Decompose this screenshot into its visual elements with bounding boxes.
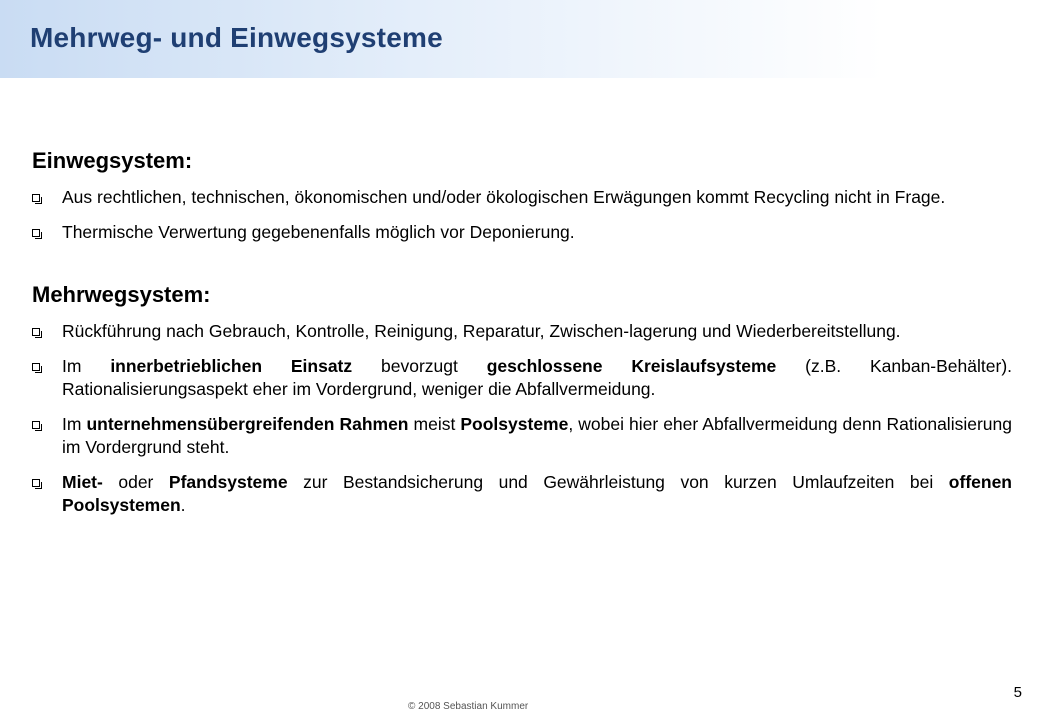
- mehrweg-heading: Mehrwegsystem:: [32, 282, 211, 307]
- checkbox-bullet-icon: [32, 479, 40, 487]
- list-item: [32, 471, 1012, 517]
- einweg-list: [32, 186, 1012, 244]
- checkbox-bullet-icon: [32, 194, 40, 202]
- list-item: [32, 221, 1012, 244]
- einweg-heading: Einwegsystem:: [32, 148, 193, 173]
- checkbox-bullet-icon: [32, 363, 40, 371]
- text-run: Im: [62, 356, 111, 376]
- list-item: [32, 413, 1012, 459]
- checkbox-bullet-icon: [32, 229, 40, 237]
- page-number: 5: [1013, 684, 1022, 701]
- list-item: [32, 355, 1012, 401]
- text-run: zur Bestandsicherung und Gewährleistung von kurzen Umlaufzeiten bei: [287, 472, 949, 492]
- slide-content: [32, 148, 1012, 529]
- text-run: meist: [408, 414, 461, 434]
- mehrweg-list: [32, 320, 1012, 517]
- text-run: (z.B. Kanban-Behälter). Rationalisierungsaspekt eher im Vordergrund, weniger die Abfallvermeidung.: [62, 356, 1013, 399]
- list-item-text: Rückführung nach Gebrauch, Kontrolle, Reinigung, Reparatur, Zwischen-lagerung und Wiederbereitstellung.: [62, 321, 901, 341]
- text-run: Im: [62, 414, 87, 434]
- bold-text-run: offenen Poolsystemen: [62, 472, 1012, 515]
- text-run: oder: [102, 472, 169, 492]
- checkbox-bullet-icon: [32, 328, 40, 336]
- bold-text-run: Miet-: [62, 472, 103, 492]
- text-run: bevorzugt: [352, 356, 487, 376]
- text-run: , wobei hier eher Abfallvermeidung denn Rationalisierung im Vordergrund steht.: [62, 414, 1012, 457]
- bold-text-run: Pfandsysteme: [168, 472, 288, 492]
- bold-text-run: Poolsysteme: [460, 414, 569, 434]
- bold-text-run: innerbetrieblichen Einsatz: [110, 356, 353, 376]
- list-item: [32, 186, 1012, 209]
- slide-title: Mehrweg- und Einwegsysteme: [30, 22, 443, 53]
- bold-text-run: unternehmensübergreifenden Rahmen: [86, 414, 409, 434]
- checkbox-bullet-icon: [32, 421, 40, 429]
- text-run: .: [180, 495, 186, 515]
- copyright-footer: © 2008 Sebastian Kummer: [408, 701, 529, 712]
- list-item-text: Thermische Verwertung gegebenenfalls möglich vor Deponierung.: [62, 222, 575, 242]
- list-item-text: Aus rechtlichen, technischen, ökonomischen und/oder ökologischen Erwägungen kommt Recycling nicht in Frage.: [62, 187, 946, 207]
- list-item: [32, 320, 1012, 343]
- bold-text-run: geschlossene Kreislaufsysteme: [486, 356, 777, 376]
